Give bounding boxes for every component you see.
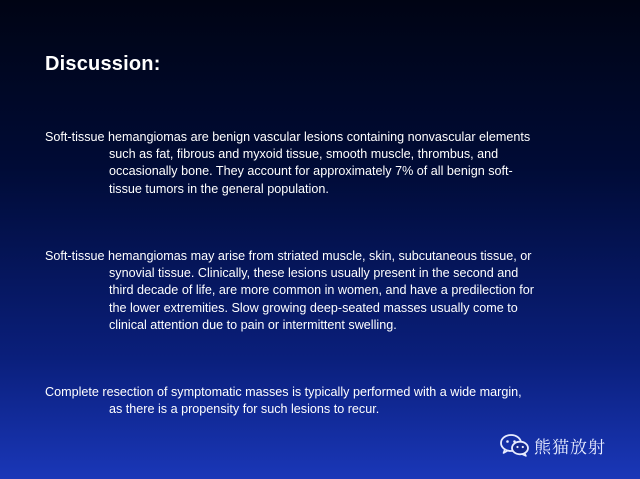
paragraph-line: the lower extremities. Slow growing deep-seated masses usually come to	[109, 300, 518, 315]
wechat-icon	[500, 433, 530, 457]
paragraph-line: occasionally bone. They account for approximately 7% of all benign soft-	[109, 164, 513, 179]
paragraph-line: Complete resection of symptomatic masses is typically performed with a wide margin,	[45, 385, 522, 399]
paragraph-line: third decade of life, are more common in women, and have a predilection for	[109, 283, 534, 298]
paragraph-resection	[45, 384, 593, 418]
slide-title: Discussion:	[45, 53, 161, 75]
paragraph-hemangioma-definition	[45, 129, 593, 198]
paragraph-line: as there is a propensity for such lesions to recur.	[109, 402, 380, 417]
paragraph-line: Soft-tissue hemangiomas may arise from striated muscle, skin, subcutaneous tissue, or	[45, 249, 532, 263]
paragraph-line: such as fat, fibrous and myxoid tissue, smooth muscle, thrombus, and	[109, 147, 499, 162]
paragraph-line: clinical attention due to pain or intermittent swelling.	[109, 317, 397, 332]
watermark-text: 熊猫放射	[534, 437, 606, 458]
paragraph-hemangioma-origin	[45, 248, 593, 334]
paragraph-line: Soft-tissue hemangiomas are benign vascular lesions containing nonvascular elements	[45, 130, 531, 144]
paragraph-line: synovial tissue. Clinically, these lesions usually present in the second and	[109, 266, 519, 281]
watermark	[500, 430, 606, 460]
paragraph-line: tissue tumors in the general population.	[109, 181, 329, 196]
